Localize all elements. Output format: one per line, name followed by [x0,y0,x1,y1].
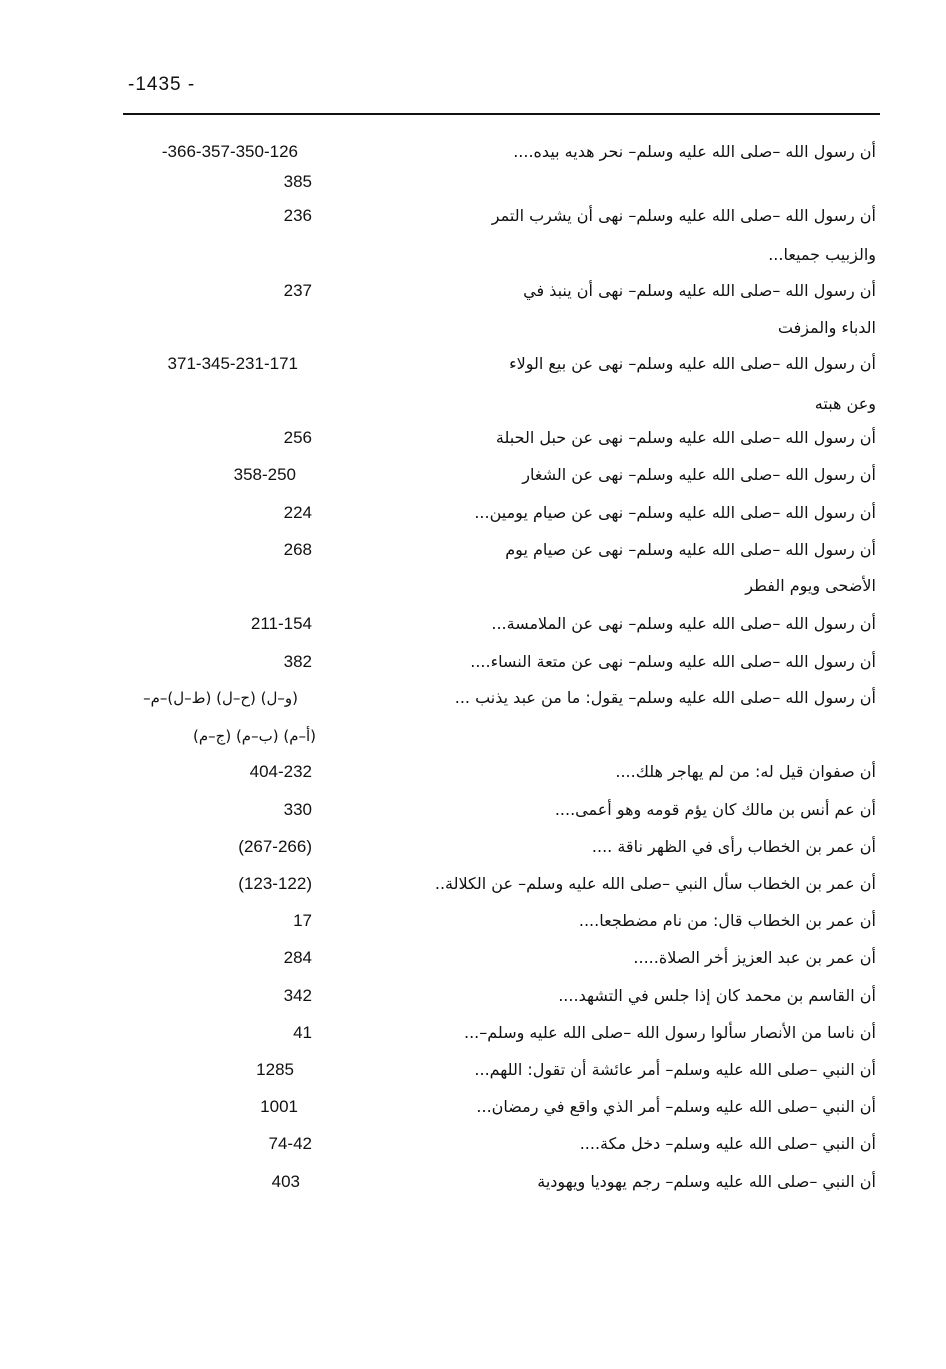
entry-text: أن عمر بن الخطاب سأل النبي –صلى الله عليه وسلم– عن الكلالة.. [434,874,876,893]
entry-text: أن النبي –صلى الله عليه وسلم– أمر الذي واقع في رمضان... [476,1097,876,1116]
index-entry [0,352,946,382]
entry-text: وعن هبته [814,394,876,413]
entry-text: الدباء والمزفت [777,318,876,337]
entry-text: أن رسول الله –صلى الله عليه وسلم– نهى عن صيام يومين... [474,503,876,522]
entry-ref: 330 [283,800,312,819]
entry-text: أن رسول الله –صلى الله عليه وسلم– نهى عن حبل الحبلة [495,428,876,447]
entry-ref: 342 [283,986,312,1005]
entry-text: أن النبي –صلى الله عليه وسلم– رجم يهوديا ويهودية [537,1172,876,1191]
index-entry [0,872,946,902]
index-entry [0,909,946,939]
entry-ref: 382 [283,652,312,671]
index-entry [0,426,946,456]
index-entry [0,835,946,865]
entry-ref: 41 [293,1023,312,1042]
entry-ref: 1001 [260,1097,298,1116]
index-entry [0,140,946,170]
entry-ref: 237 [283,281,312,300]
index-entry [0,1021,946,1051]
entry-ref: 371-345-231-171 [167,354,298,373]
index-entry [0,501,946,531]
entry-text: أن ناسا من الأنصار سألوا رسول الله –صلى الله عليه وسلم–... [464,1023,876,1042]
entry-text: أن رسول الله –صلى الله عليه وسلم– نهى أن ينبذ في [523,281,876,300]
entry-text: أن صفوان قيل له: من لم يهاجر هلك.... [615,762,876,781]
index-entry [0,316,946,346]
entry-ref: 403 [271,1172,300,1191]
index-entry [0,170,946,200]
entry-ref: (أ–م) (ب–م) (ج–م) [193,727,316,745]
entry-ref: 224 [283,503,312,522]
entry-ref: -366-357-350-126 [161,142,298,161]
index-entry [0,574,946,604]
entry-ref: 404-232 [249,762,312,781]
index-entry [0,612,946,642]
index-entry [0,946,946,976]
index-entry [0,279,946,309]
index-entry [0,463,946,493]
page-number: -1435 - [128,74,196,95]
index-entry [0,1132,946,1162]
entry-ref: 358-250 [233,465,296,484]
entry-text: أن عمر بن الخطاب قال: من نام مضطجعا.... [578,911,876,930]
index-entry [0,243,946,273]
index-entry [0,1095,946,1125]
index-entry [0,686,946,716]
entry-text: أن رسول الله –صلى الله عليه وسلم– نهى عن بيع الولاء [509,354,876,373]
entry-text: أن رسول الله –صلى الله عليه وسلم– نهى عن الشغار [522,465,876,484]
entry-text: أن رسول الله –صلى الله عليه وسلم– نهى عن الملامسة... [491,614,876,633]
index-entry [0,798,946,828]
entry-ref: 284 [283,948,312,967]
index-entry [0,392,946,422]
entry-text: أن النبي –صلى الله عليه وسلم– أمر عائشة أن تقول: اللهم... [474,1060,876,1079]
index-entry [0,204,946,234]
index-entry [0,1058,946,1088]
index-entry [0,538,946,568]
entry-text: أن عمر بن الخطاب رأى في الظهر ناقة .... [591,837,876,856]
entry-text: أن رسول الله –صلى الله عليه وسلم– نهى عن متعة النساء.... [470,652,876,671]
entry-ref: 74-42 [268,1134,312,1153]
entry-ref: 211-154 [250,614,312,633]
entry-ref: (و–ل) (ح–ل) (ط–ل)–م– [143,689,298,707]
index-entry [0,984,946,1014]
entry-text: أن عمر بن عبد العزيز أخر الصلاة..... [633,948,876,967]
entry-text: أن رسول الله –صلى الله عليه وسلم– يقول: ما من عبد يذنب ... [454,688,876,707]
entry-text: الأضحى ويوم الفطر [745,576,876,595]
entry-text: أن رسول الله –صلى الله عليه وسلم– نهى أن يشرب التمر [491,206,876,225]
entry-text: والزبيب جميعا... [768,245,876,264]
entry-ref: 1285 [256,1060,294,1079]
entry-text: أن القاسم بن محمد كان إذا جلس في التشهد.... [558,986,876,1005]
index-entry [0,760,946,790]
entry-text: أن النبي –صلى الله عليه وسلم– دخل مكة.... [579,1134,876,1153]
entry-ref: 385 [283,172,312,191]
index-entry [0,724,946,754]
entry-ref: (267-266) [238,837,312,856]
entry-text: أن رسول الله –صلى الله عليه وسلم– نهى عن صيام يوم [505,540,876,559]
index-entry [0,650,946,680]
entry-text: أن عم أنس بن مالك كان يؤم قومه وهو أعمى.... [554,800,876,819]
entry-ref: (123-122) [238,874,312,893]
entry-ref: 236 [283,206,312,225]
entry-text: أن رسول الله –صلى الله عليه وسلم– نحر هديه بيده.... [513,142,876,161]
entry-ref: 256 [283,428,312,447]
entry-ref: 268 [283,540,312,559]
entry-ref: 17 [293,911,312,930]
index-entry [0,1170,946,1200]
